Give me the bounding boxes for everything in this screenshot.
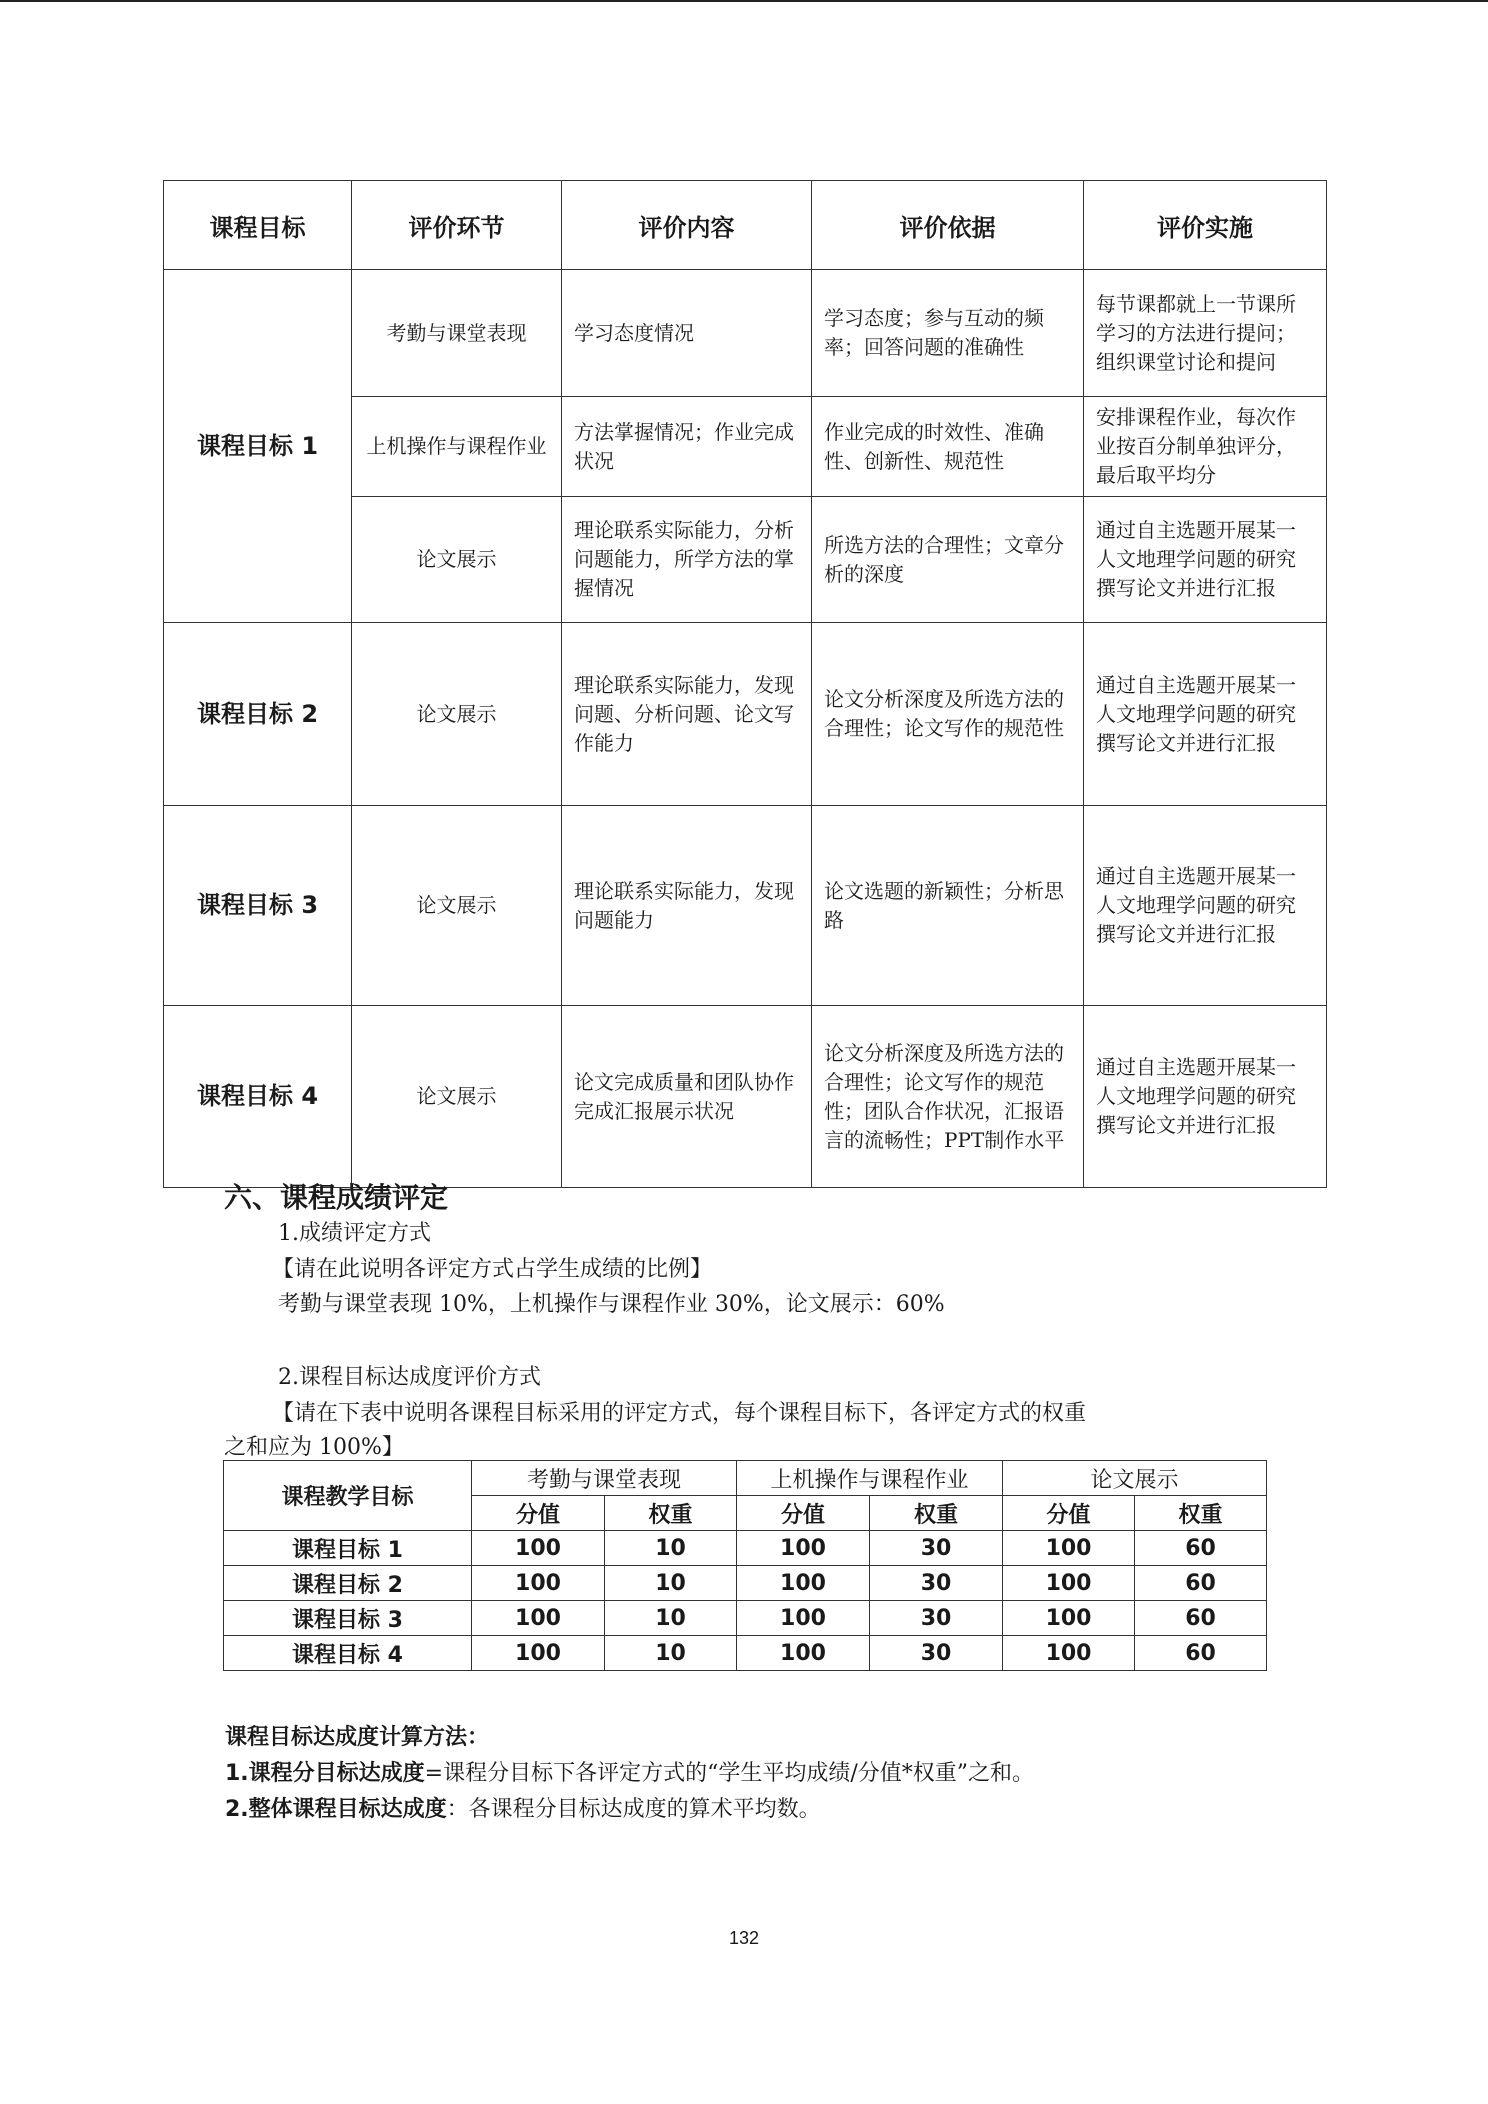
value-cell: 30: [870, 1636, 1003, 1671]
calc-line-1: [225, 1756, 1034, 1787]
value-cell: 10: [605, 1636, 737, 1671]
value-cell: 100: [1003, 1636, 1135, 1671]
calc-line-2: [225, 1792, 821, 1823]
impl-cell: 通过自主选题开展某一人文地理学问题的研究撰写论文并进行汇报: [1084, 806, 1327, 1006]
value-cell: 100: [472, 1566, 605, 1601]
group-homework: 上机操作与课程作业: [737, 1461, 1003, 1496]
goal-cell: 课程目标 4: [164, 1006, 352, 1188]
value-cell: 60: [1135, 1636, 1267, 1671]
content-cell: 理论联系实际能力，发现问题、分析问题、论文写作能力: [562, 623, 812, 806]
value-cell: 30: [870, 1566, 1003, 1601]
value-cell: 10: [605, 1566, 737, 1601]
value-cell: 100: [472, 1531, 605, 1566]
table-row: [164, 270, 1327, 397]
goal-cell: 课程目标 1: [164, 270, 352, 623]
instruction-note-2-line2: 之和应为 100%】: [224, 1435, 404, 1460]
impl-cell: 通过自主选题开展某一人文地理学问题的研究撰写论文并进行汇报: [1084, 497, 1327, 623]
value-cell: 100: [737, 1531, 870, 1566]
group-paper: 论文展示: [1003, 1461, 1267, 1496]
goal-label: 课程目标 2: [224, 1566, 472, 1601]
weight-table: [223, 1460, 1267, 1671]
subsection-title-2: 2.课程目标达成度评价方式: [278, 1365, 541, 1390]
table-row: [224, 1566, 1267, 1601]
sub-score: 分值: [472, 1496, 605, 1531]
goal-label: 课程目标 3: [224, 1601, 472, 1636]
table-row: [224, 1601, 1267, 1636]
sub-score: 分值: [1003, 1496, 1135, 1531]
instruction-note-1: 【请在此说明各评定方式占学生成绩的比例】: [272, 1257, 713, 1282]
table-header-row: [164, 181, 1327, 270]
value-cell: 100: [1003, 1566, 1135, 1601]
basis-cell: 所选方法的合理性；文章分析的深度: [812, 497, 1084, 623]
value-cell: 100: [472, 1601, 605, 1636]
sub-weight: 权重: [605, 1496, 737, 1531]
calc-title: [225, 1720, 489, 1751]
sub-weight: 权重: [870, 1496, 1003, 1531]
sub-score: 分值: [737, 1496, 870, 1531]
value-cell: 60: [1135, 1531, 1267, 1566]
table-row: [164, 806, 1327, 1006]
subsection-title-1: 1.成绩评定方式: [278, 1221, 431, 1246]
weight-corner: 课程教学目标: [224, 1461, 472, 1531]
content-cell: 学习态度情况: [562, 270, 812, 397]
stage-cell: 考勤与课堂表现: [352, 270, 562, 397]
value-cell: 60: [1135, 1601, 1267, 1636]
basis-cell: 论文分析深度及所选方法的合理性；论文写作的规范性: [812, 623, 1084, 806]
group-attendance: 考勤与课堂表现: [472, 1461, 737, 1496]
impl-cell: 通过自主选题开展某一人文地理学问题的研究撰写论文并进行汇报: [1084, 623, 1327, 806]
page-top-border: [0, 0, 1488, 2]
calc-title-text: 课程目标达成度计算方法：: [225, 1725, 490, 1750]
header-stage: 评价环节: [352, 181, 562, 270]
basis-cell: 作业完成的时效性、准确性、创新性、规范性: [812, 397, 1084, 497]
stage-cell: 论文展示: [352, 497, 562, 623]
impl-cell: 安排课程作业，每次作业按百分制单独评分，最后取平均分: [1084, 397, 1327, 497]
table-row: [164, 1006, 1327, 1188]
calc-line-1-text: =课程分目标下各评定方式的“学生平均成绩/分值*权重”之和。: [424, 1761, 1035, 1786]
value-cell: 10: [605, 1601, 737, 1636]
stage-cell: 论文展示: [352, 1006, 562, 1188]
goal-cell: 课程目标 2: [164, 623, 352, 806]
value-cell: 100: [1003, 1601, 1135, 1636]
evaluation-table: [163, 180, 1327, 1188]
stage-cell: 论文展示: [352, 806, 562, 1006]
value-cell: 10: [605, 1531, 737, 1566]
table-row: [224, 1636, 1267, 1671]
basis-cell: 论文选题的新颖性；分析思路: [812, 806, 1084, 1006]
header-impl: 评价实施: [1084, 181, 1327, 270]
value-cell: 100: [737, 1601, 870, 1636]
content-cell: 理论联系实际能力，发现问题能力: [562, 806, 812, 1006]
grading-ratio-text: 考勤与课堂表现 10%，上机操作与课程作业 30%，论文展示：60%: [278, 1292, 945, 1317]
instruction-note-2-line1: 【请在下表中说明各课程目标采用的评定方式，每个课程目标下，各评定方式的权重: [272, 1401, 1087, 1426]
goal-label: 课程目标 1: [224, 1531, 472, 1566]
value-cell: 100: [737, 1566, 870, 1601]
calc-line-2-text: ：各课程分目标达成度的算术平均数。: [446, 1797, 821, 1822]
value-cell: 60: [1135, 1566, 1267, 1601]
impl-cell: 每节课都就上一节课所学习的方法进行提问；组织课堂讨论和提问: [1084, 270, 1327, 397]
weight-header-row: [224, 1461, 1267, 1496]
value-cell: 100: [472, 1636, 605, 1671]
value-cell: 30: [870, 1531, 1003, 1566]
impl-cell: 通过自主选题开展某一人文地理学问题的研究撰写论文并进行汇报: [1084, 1006, 1327, 1188]
content-cell: 理论联系实际能力，分析问题能力，所学方法的掌握情况: [562, 497, 812, 623]
goal-label: 课程目标 4: [224, 1636, 472, 1671]
header-content: 评价内容: [562, 181, 812, 270]
page-number: 132: [728, 1928, 760, 1948]
value-cell: 30: [870, 1601, 1003, 1636]
basis-cell: 学习态度；参与互动的频率；回答问题的准确性: [812, 270, 1084, 397]
header-basis: 评价依据: [812, 181, 1084, 270]
table-row: [164, 623, 1327, 806]
header-goal: 课程目标: [164, 181, 352, 270]
section-heading: 六、课程成绩评定: [224, 1181, 449, 1214]
sub-weight: 权重: [1135, 1496, 1267, 1531]
content-cell: 方法掌握情况；作业完成状况: [562, 397, 812, 497]
calc-line-1-label: 1.课程分目标达成度: [225, 1761, 425, 1786]
stage-cell: 上机操作与课程作业: [352, 397, 562, 497]
table-row: [224, 1531, 1267, 1566]
goal-cell: 课程目标 3: [164, 806, 352, 1006]
basis-cell: 论文分析深度及所选方法的合理性；论文写作的规范性；团队合作状况，汇报语言的流畅性；PPT制作水平: [812, 1006, 1084, 1188]
value-cell: 100: [1003, 1531, 1135, 1566]
value-cell: 100: [737, 1636, 870, 1671]
stage-cell: 论文展示: [352, 623, 562, 806]
content-cell: 论文完成质量和团队协作完成汇报展示状况: [562, 1006, 812, 1188]
calc-line-2-label: 2.整体课程目标达成度: [225, 1797, 447, 1822]
